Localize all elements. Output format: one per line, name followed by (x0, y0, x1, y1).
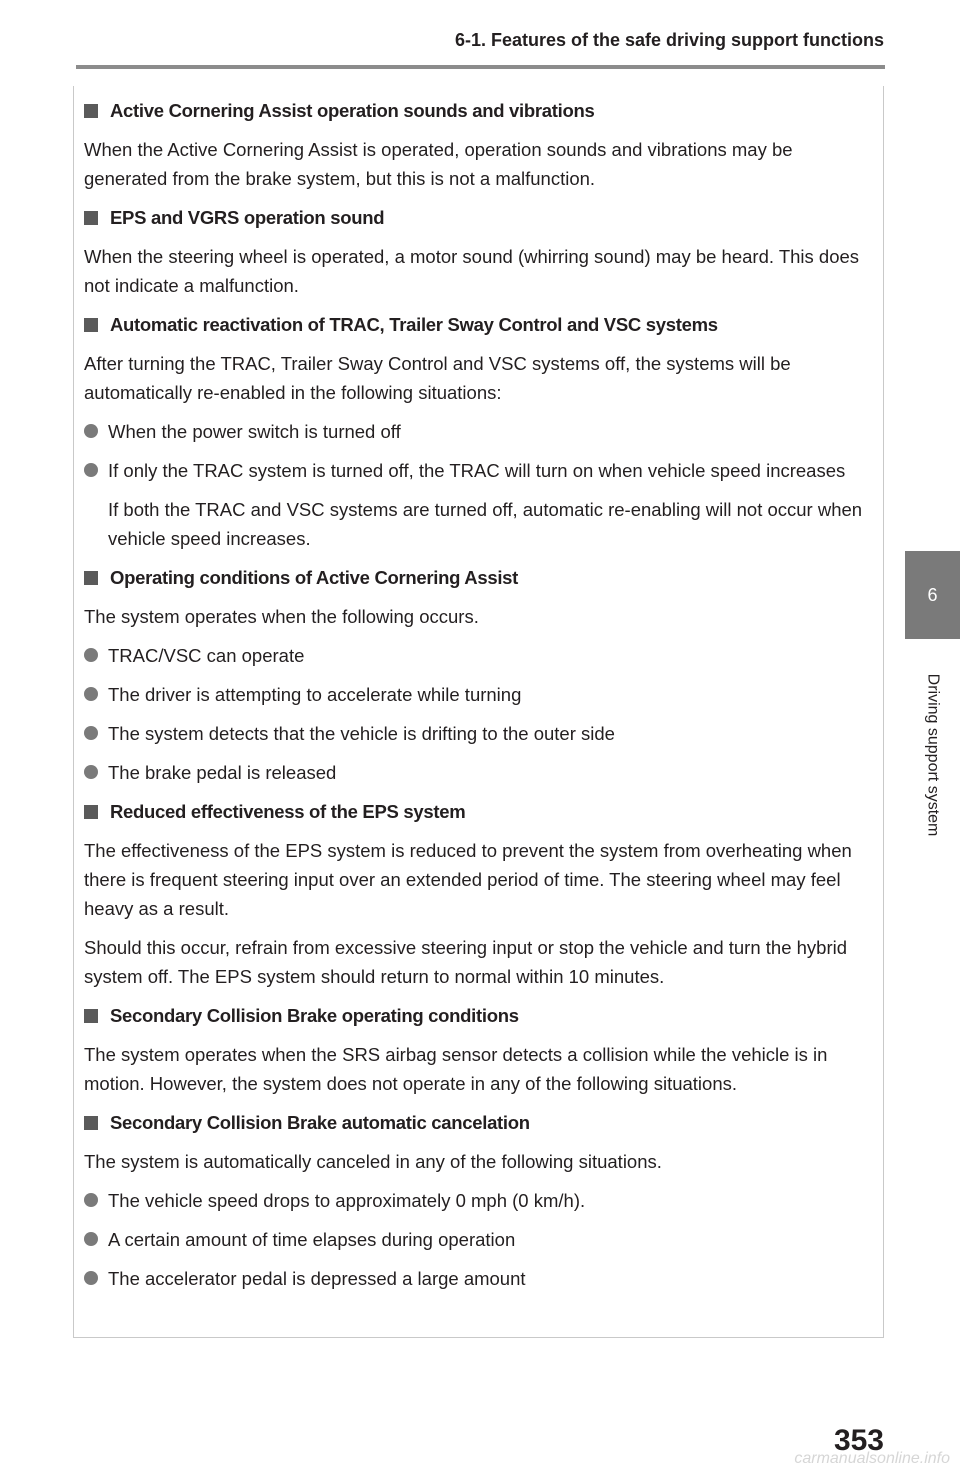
paragraph: The system is automatically canceled in any of the following situations. (84, 1151, 662, 1172)
header-divider (76, 65, 885, 69)
heading-text: EPS and VGRS operation sound (110, 207, 385, 228)
list-item-note: If both the TRAC and VSC systems are turned off, automatic re-enabling will not occur when vehicle speed increases. (108, 499, 863, 549)
chapter-number: 6 (927, 584, 938, 605)
heading-text: Reduced effectiveness of the EPS system (110, 801, 466, 822)
heading-text: Secondary Collision Brake operating conditions (110, 1005, 519, 1026)
list-item-text: A certain amount of time elapses during operation (108, 1229, 516, 1250)
list-item-text: If only the TRAC system is turned off, the TRAC will turn on when vehicle speed increases (108, 460, 846, 481)
list-item (84, 456, 876, 553)
circle-bullet-icon (84, 765, 98, 779)
section-heading (84, 797, 876, 826)
list-item-text: The vehicle speed drops to approximately 0 mph (0 km/h). (108, 1190, 586, 1211)
circle-bullet-icon (84, 424, 98, 438)
chapter-label: Driving support system (924, 673, 941, 837)
square-bullet-icon (84, 1116, 98, 1130)
circle-bullet-icon (84, 648, 98, 662)
circle-bullet-icon (84, 463, 98, 477)
page-content (84, 96, 876, 1303)
paragraph: When the Active Cornering Assist is operated, operation sounds and vibrations may be generated from the brake system, but this is not a malfunction. (84, 139, 793, 189)
paragraph: The system operates when the SRS airbag sensor detects a collision while the vehicle is in motion. However, the system does not operate in any of the following situations. (84, 1044, 828, 1094)
paragraph: The effectiveness of the EPS system is reduced to prevent the system from overheating when there is frequent steering input over an extended period of time. The steering wheel may feel heavy as a result. (84, 840, 852, 919)
list-item (84, 1264, 876, 1293)
square-bullet-icon (84, 805, 98, 819)
circle-bullet-icon (84, 1232, 98, 1246)
page-number: 353 (833, 1424, 884, 1457)
heading-text: Active Cornering Assist operation sounds and vibrations (110, 100, 595, 121)
list-item-text: The accelerator pedal is depressed a large amount (108, 1268, 526, 1289)
list-item (84, 1225, 876, 1254)
square-bullet-icon (84, 318, 98, 332)
list-item (84, 1186, 876, 1215)
list-item (84, 417, 876, 446)
section-heading (84, 310, 876, 339)
list-item-text: The system detects that the vehicle is drifting to the outer side (108, 723, 615, 744)
list-item-text: When the power switch is turned off (108, 421, 401, 442)
list-item-text: The brake pedal is released (108, 762, 337, 783)
square-bullet-icon (84, 1009, 98, 1023)
chapter-label-container (872, 660, 960, 840)
list-item-text: TRAC/VSC can operate (108, 645, 305, 666)
heading-text: Operating conditions of Active Cornering Assist (110, 567, 519, 588)
paragraph: Should this occur, refrain from excessive steering input or stop the vehicle and turn the hybrid system off. The EPS system should return to normal within 10 minutes. (84, 937, 848, 987)
section-heading (84, 203, 876, 232)
list-item-text: The driver is attempting to accelerate while turning (108, 684, 522, 705)
square-bullet-icon (84, 211, 98, 225)
paragraph: When the steering wheel is operated, a motor sound (whirring sound) may be heard. This does not indicate a malfunction. (84, 246, 860, 296)
square-bullet-icon (84, 104, 98, 118)
paragraph: After turning the TRAC, Trailer Sway Control and VSC systems off, the systems will be automatically re-enabled in the following situations: (84, 353, 791, 403)
page-header-title: 6-1. Features of the safe driving support functions (454, 30, 884, 50)
section-heading (84, 563, 876, 592)
section-heading (84, 1001, 876, 1030)
circle-bullet-icon (84, 1271, 98, 1285)
watermark: carmanualsonline.info (794, 1450, 950, 1467)
list-item (84, 641, 876, 670)
heading-text: Secondary Collision Brake automatic cancelation (110, 1112, 530, 1133)
circle-bullet-icon (84, 726, 98, 740)
circle-bullet-icon (84, 687, 98, 701)
list-item (84, 680, 876, 709)
list-item (84, 719, 876, 748)
square-bullet-icon (84, 571, 98, 585)
chapter-tab[interactable] (905, 551, 960, 639)
paragraph: The system operates when the following occurs. (84, 606, 479, 627)
list-item (84, 758, 876, 787)
heading-text: Automatic reactivation of TRAC, Trailer Sway Control and VSC systems (110, 314, 718, 335)
circle-bullet-icon (84, 1193, 98, 1207)
section-heading (84, 1108, 876, 1137)
section-heading (84, 96, 876, 125)
